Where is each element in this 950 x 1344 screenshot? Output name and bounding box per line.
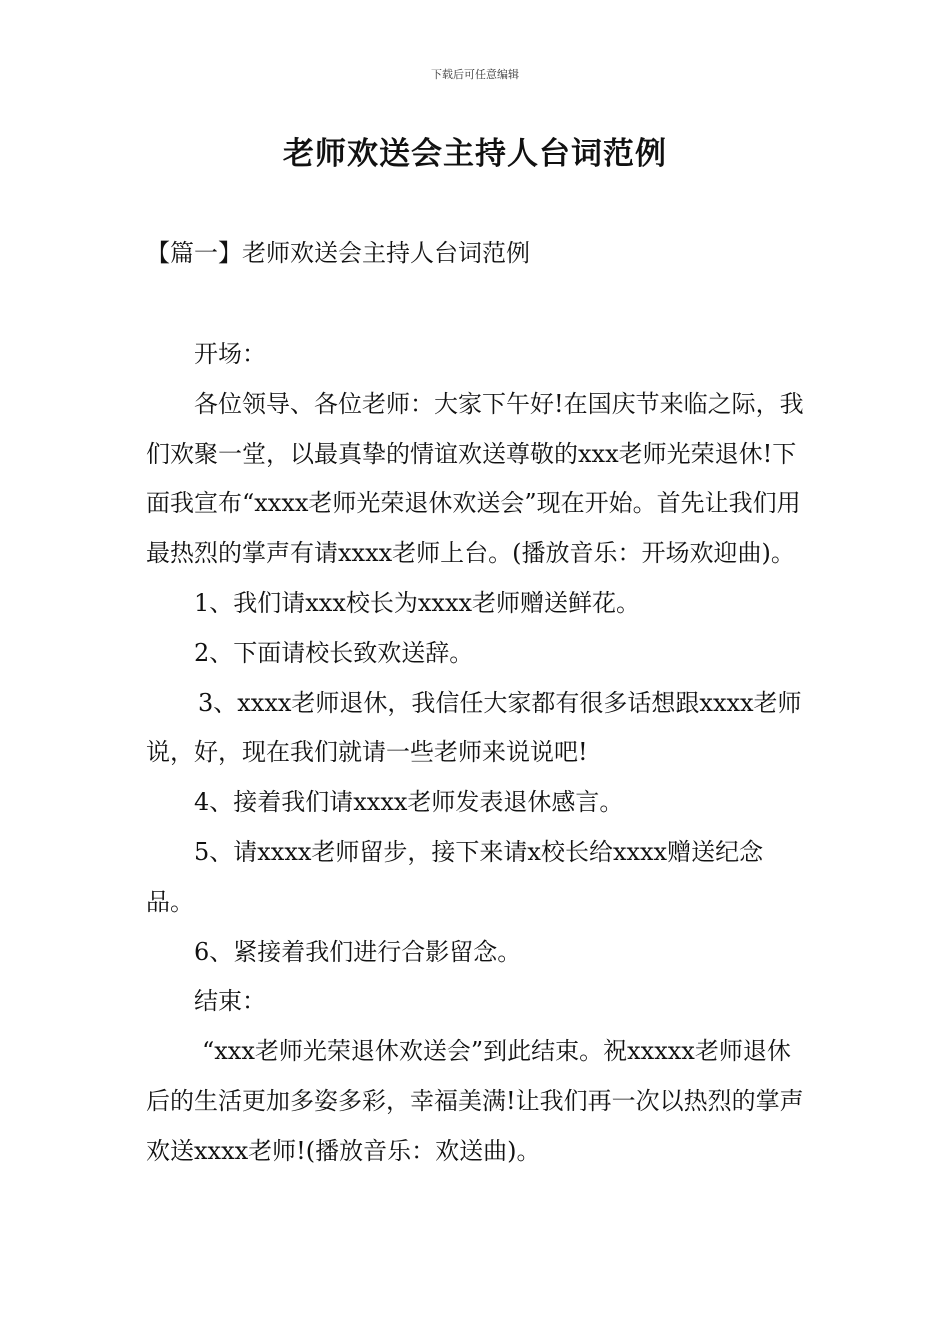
section-heading: 【篇一】老师欢送会主持人台词范例 xyxy=(146,239,530,267)
paragraph-closing-speech: “xxx老师光荣退休欢送会”到此结束。祝xxxxx老师退休后的生活更加多姿多彩，幸福美满!让我们再一次以热烈的掌声欢送xxxx老师!(播放音乐：欢送曲)。 xyxy=(146,1037,804,1165)
page-title: 老师欢送会主持人台词范例 xyxy=(283,136,667,172)
paragraph-step-1: 1、我们请xxx校长为xxxx老师赠送鲜花。 xyxy=(194,588,641,617)
paragraph-opening-speech: 各位领导、各位老师：大家下午好!在国庆节来临之际，我们欢聚一堂，以最真挚的情谊欢送尊敬的xxx老师光荣退休!下面我宣布“xxxx老师光荣退休欢送会”现在开始。首先让我们用最热烈的掌声有请xxxx老师上台。(播放音乐：开场欢迎曲)。 xyxy=(146,389,804,568)
header-note: 下载后可任意编辑 xyxy=(431,68,519,81)
paragraph-opening-label: 开场： xyxy=(194,340,266,368)
document-body xyxy=(146,330,810,1177)
paragraph-step-5: 5、请xxxx老师留步，接下来请x校长给xxxx赠送纪念品。 xyxy=(146,837,764,916)
paragraph-step-2: 2、下面请校长致欢送辞。 xyxy=(194,638,474,667)
paragraph-step-3: 3、xxxx老师退休，我信任大家都有很多话想跟xxxx老师说，好，现在我们就请一些老师来说说吧! xyxy=(146,688,802,767)
paragraph-closing-label: 结束： xyxy=(194,987,266,1016)
paragraph-step-4: 4、接着我们请xxxx老师发表退休感言。 xyxy=(194,788,624,817)
paragraph-step-6: 6、紧接着我们进行合影留念。 xyxy=(194,937,522,966)
